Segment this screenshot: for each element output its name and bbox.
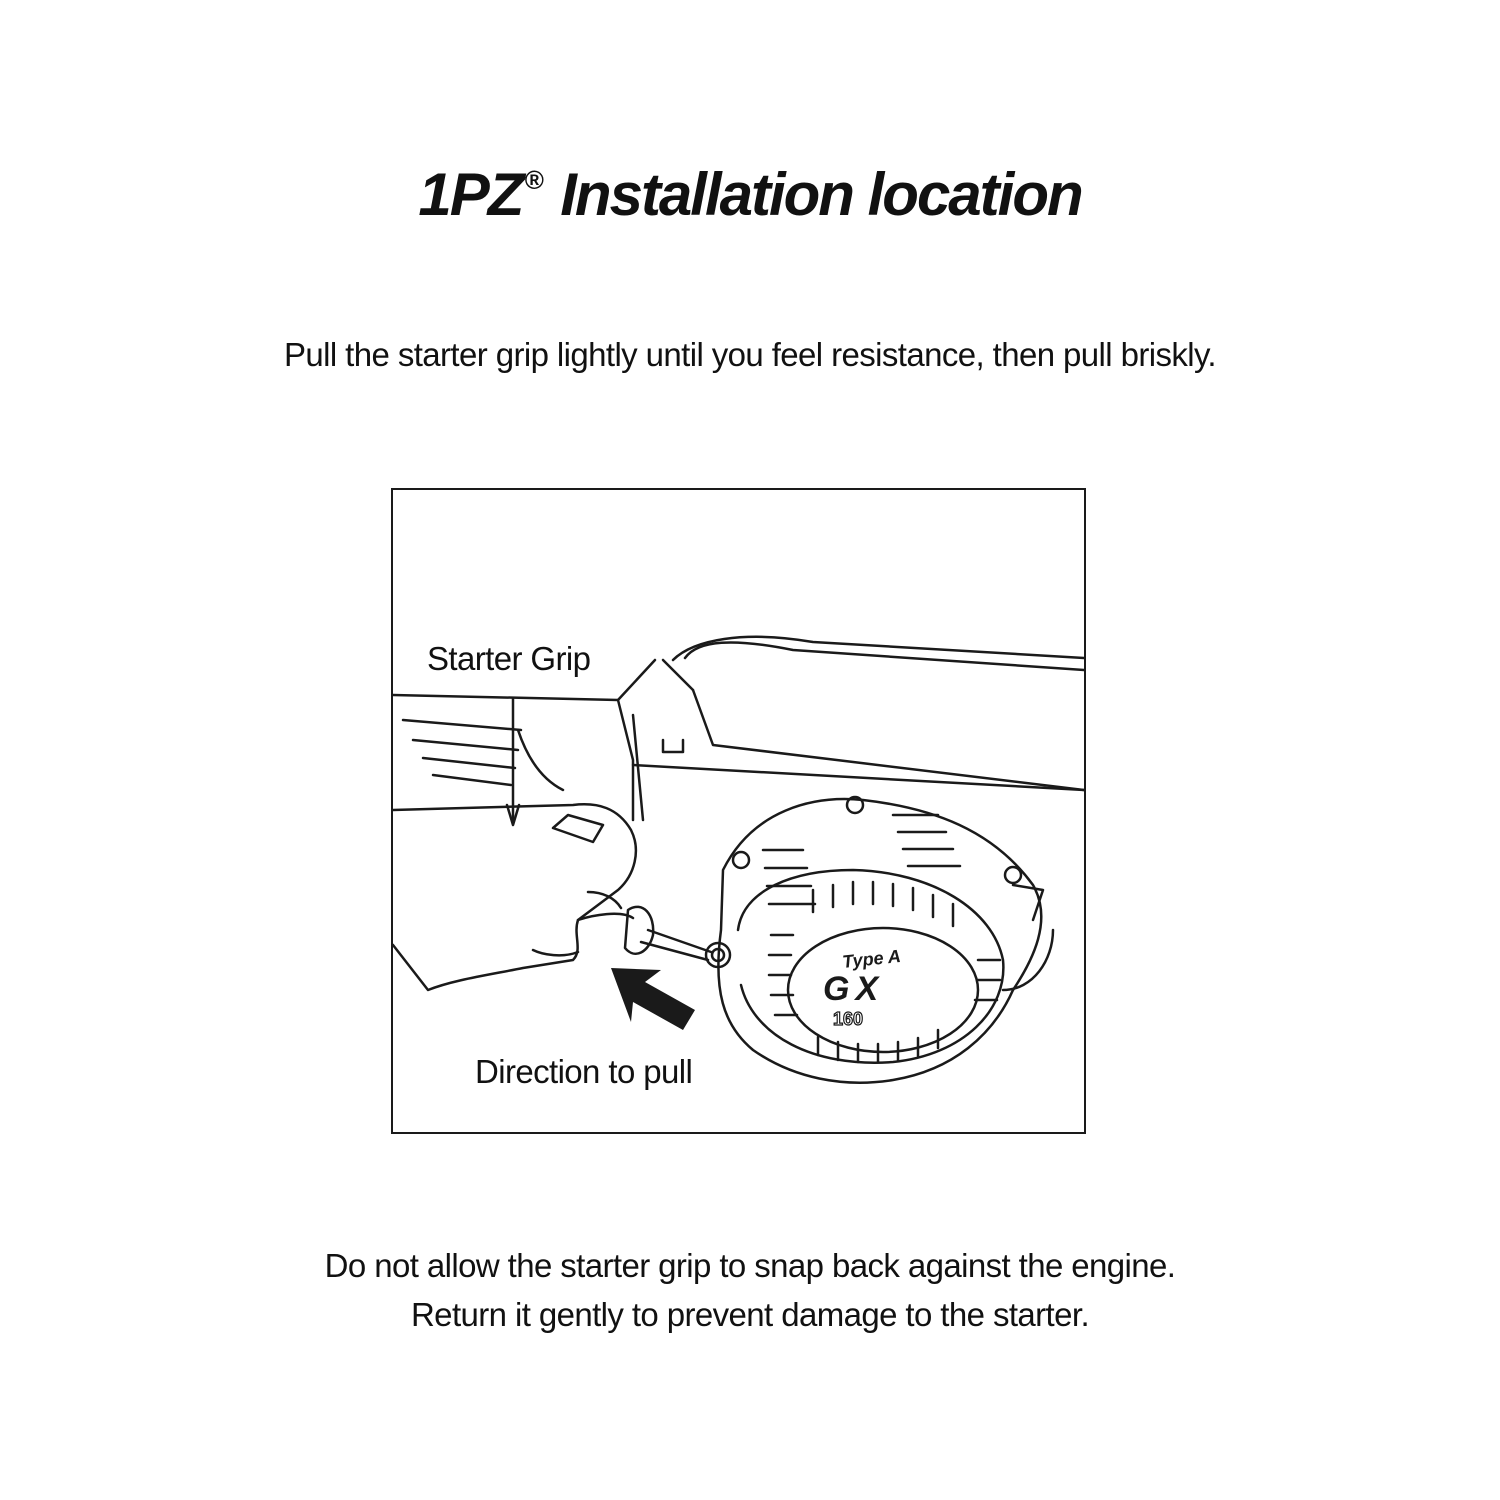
title-rest: Installation location [560, 161, 1082, 228]
title-brand: 1PZ [418, 161, 523, 228]
registered-mark: ® [524, 165, 544, 195]
cover-model-text: GX [823, 970, 885, 1008]
instruction-text: Pull the starter grip lightly until you feel resistance, then pull briskly. [283, 336, 1216, 373]
page-title [0, 160, 1500, 229]
warning-note-line-2: Return it gently to prevent damage to the starter. [410, 1296, 1090, 1333]
warning-note-line-1: Do not allow the starter grip to snap back against the engine. [324, 1247, 1176, 1284]
pull-direction-arrow [611, 968, 695, 1030]
direction-to-pull-label: Direction to pull [475, 1053, 693, 1090]
illustration-frame [391, 488, 1086, 1134]
engine-illustration [393, 490, 1084, 1132]
recoil-starter-housing [718, 799, 1041, 1083]
cover-type-text: Type A [841, 945, 902, 972]
starter-grip-label: Starter Grip [427, 640, 591, 677]
cover-number-text: 160 [833, 1009, 864, 1029]
starter-rope [648, 930, 711, 952]
